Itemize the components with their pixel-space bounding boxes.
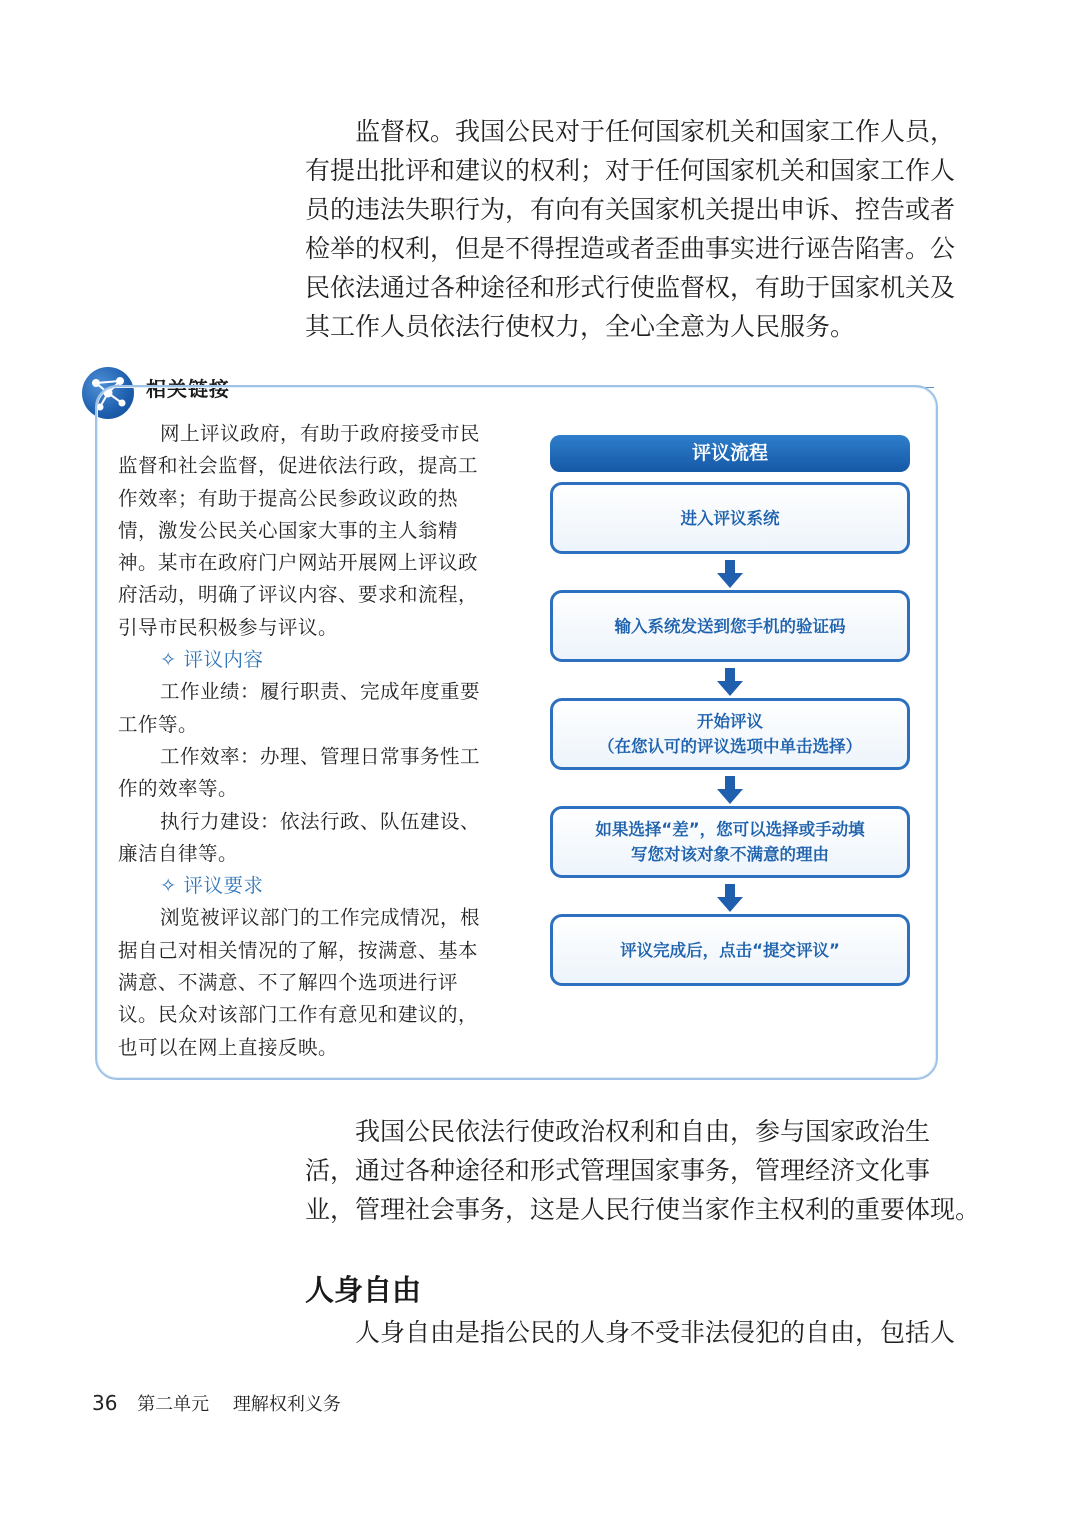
chapter-label: 理解权利义务 [232,1394,341,1415]
box-text-line: 廉洁自律等。 [118,841,239,865]
flow-step-text: 写您对该对象不满意的理由 [631,845,829,864]
box-text-line: 工作效率：办理、管理日常事务性工 [160,744,481,768]
box-text-line: 监督和社会监督，促进依法行政，提高工 [118,454,479,478]
paragraph-line: 有提出批评和建议的权利；对于任何国家机关和国家工作人 [305,156,956,185]
paragraph-line: 业，管理社会事务，这是人民行使当家作主权利的重要体现。 [305,1195,981,1224]
box-text-line: 府活动，明确了评议内容、要求和流程， [118,583,479,607]
related-link-text [118,418,523,1064]
arrow-down-icon [714,882,746,914]
box-text-line: 也可以在网上直接反映。 [118,1035,339,1059]
flow-step [550,914,910,986]
flow-step [550,806,910,878]
subsection-heading: ✧ 评议内容 [160,648,264,672]
box-text-line: 工作业绩：履行职责、完成年度重要 [160,680,481,704]
second-paragraph [305,1112,981,1229]
paragraph-line: 检举的权利，但是不得捏造或者歪曲事实进行诬告陷害。公 [305,234,956,263]
box-text-line: 工作等。 [118,712,199,736]
paragraph-line: 活，通过各种途径和形式管理国家事务，管理经济文化事 [305,1156,931,1185]
box-text-line: 引导市民积极参与评议。 [118,615,339,639]
paragraph-line: 监督权。我国公民对于任何国家机关和国家工作人员， [355,117,956,146]
box-text-line: 浏览被评议部门的工作完成情况，根 [160,906,481,930]
page-footer [92,1390,341,1416]
paragraph-line: 人身自由是指公民的人身不受非法侵犯的自由，包括人 [355,1318,956,1347]
box-text-line: 作的效率等。 [118,777,239,801]
arrow-down-icon [714,666,746,698]
flow-step-text: 开始评议 [697,712,763,731]
section-paragraph [305,1313,956,1352]
flow-chart-title: 评议流程 [550,435,910,472]
box-text-line: 据自己对相关情况的了解，按满意、基本 [118,938,479,962]
unit-label: 第二单元 [137,1394,210,1415]
paragraph-line: 民依法通过各种途径和形式行使监督权，有助于国家机关及 [305,273,956,302]
box-text-line: 网上评议政府，有助于政府接受市民 [160,422,481,445]
box-text-line: 作效率；有助于提高公民参政议政的热 [118,486,459,510]
flow-step-text: 如果选择“差”，您可以选择或手动填 [595,820,865,839]
arrow-down-icon [714,774,746,806]
intro-paragraph [305,112,956,346]
flow-step-text: 进入评议系统 [680,508,780,528]
flow-step [550,590,910,662]
subsection-heading: ✧ 评议要求 [160,874,264,898]
paragraph-line: 员的违法失职行为，有向有关国家机关提出申诉、控告或者 [305,195,956,224]
box-text-line: 议。民众对该部门工作有意见和建议的， [118,1003,479,1027]
flow-step [550,698,910,770]
paragraph-line: 我国公民依法行使政治权利和自由，参与国家政治生 [355,1117,931,1146]
flow-step-text: 评议完成后，点击“提交评议” [620,940,840,960]
arrow-down-icon [714,558,746,590]
related-link-title: 相关链接 [146,377,230,401]
box-text-line: 情，激发公民关心国家大事的主人翁精 [118,518,459,542]
flow-step [550,482,910,554]
flow-step-text: （在您认可的评议选项中单击选择） [598,737,862,756]
page-number: 36 [92,1391,118,1415]
section-title: 人身自由 [305,1273,422,1307]
box-text-line: 满意、不满意、不了解四个选项进行评 [118,971,459,995]
box-text-line: 执行力建设：依法行政、队伍建设、 [160,809,481,833]
box-text-line: 神。某市在政府门户网站开展网上评议政 [118,551,479,575]
flow-step-text: 输入系统发送到您手机的验证码 [614,616,846,636]
paragraph-line: 其工作人员依法行使权力，全心全意为人民服务。 [305,312,856,341]
